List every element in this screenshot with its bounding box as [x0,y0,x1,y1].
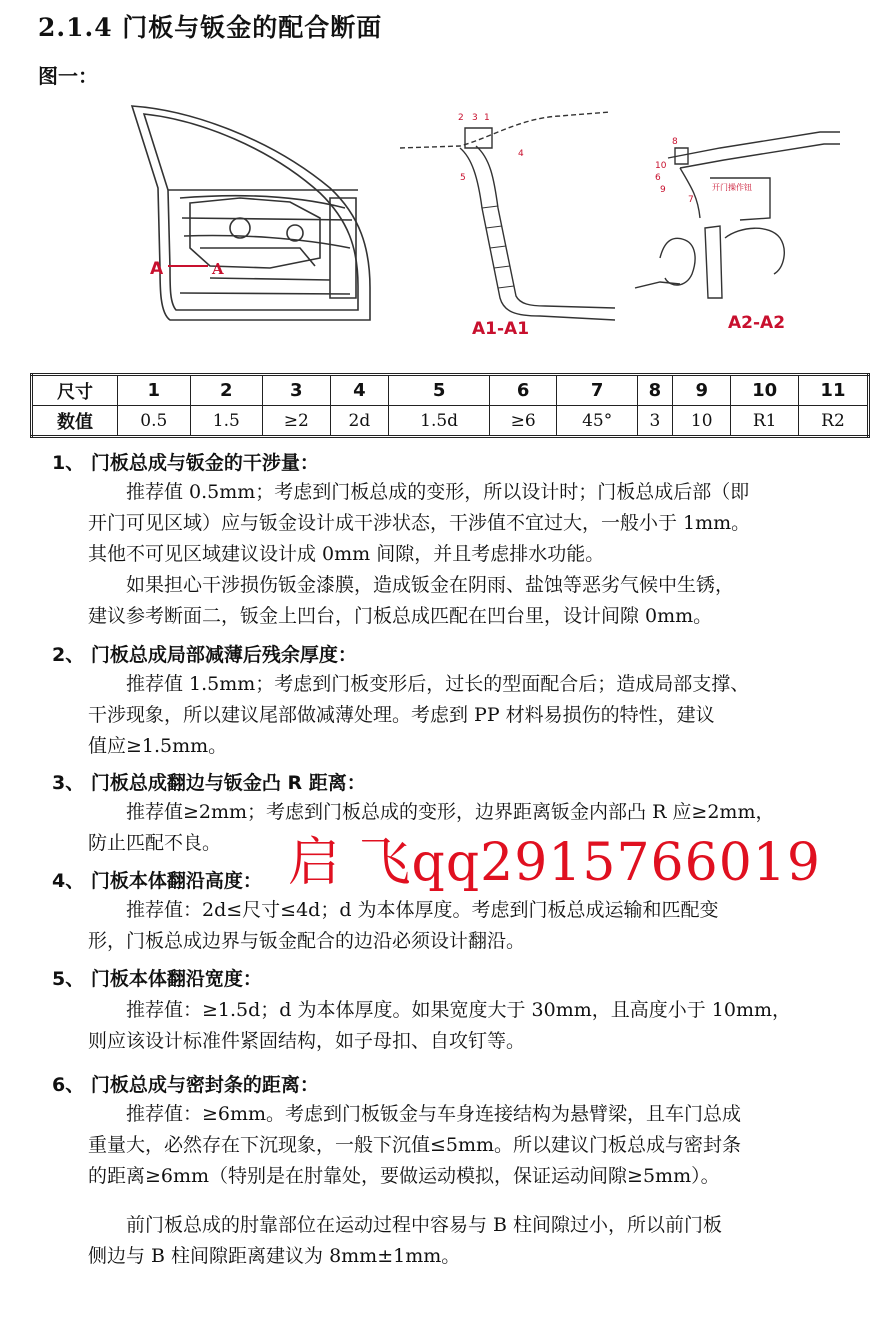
table-cell: 10 [731,375,798,406]
watermark-text: 启 飞qq2915766019 [288,833,821,893]
a1-section-drawing [400,112,615,320]
section-title-3: 3、 门板总成翻边与钣金凸 R 距离： [52,772,366,794]
dimension-table [30,373,870,438]
table-cell: 5 [389,375,490,406]
table-cell: 2 [190,375,263,406]
table-cell: 1.5d [389,406,490,437]
section-1-paragraph-2: 如果担心干涉损伤钣金漆膜，造成钣金在阴雨、盐蚀等恶劣气候中生锈， 建议参考断面二，钣金上凹台，门板总成匹配在凹台里，设计间隙 0mm。 [88,574,735,627]
a1-callout-2: 2 [458,113,464,123]
table-cell: 1 [118,375,191,406]
section-1-paragraph-1: 推荐值 0.5mm；考虑到门板总成的变形，所以设计时；门板总成后部（即 开门可见区域）应与钣金设计成干涉状态，干涉值不宜过大，一般小于 1mm。 其他不可见区域建议设计成 0mm 间隙，并且考虑排水功能。 [88,481,751,565]
table-cell: 0.5 [118,406,191,437]
section-title-2: 2、 门板总成局部减薄后残余厚度： [52,644,357,666]
table-cell: 3 [637,406,672,437]
door-marker-right: A [212,260,224,278]
table-cell: 3 [263,375,330,406]
door-marker-left: A [150,259,164,279]
caption-a2: A2-A2 [728,313,786,333]
a1-callout-3: 3 [472,113,478,123]
table-cell: 8 [637,375,672,406]
section-4-paragraph-1: 推荐值：2d≤尺寸≤4d；d 为本体厚度。考虑到门板总成运输和匹配变 形，门板总成边界与钣金配合的边沿必须设计翻沿。 [88,899,719,952]
table-row-dimensions [32,375,869,406]
table-cell: ≥6 [489,406,556,437]
a2-callout-6: 6 [655,173,661,183]
section-title-1: 1、 门板总成与钣金的干涉量： [52,452,319,474]
a2-section-drawing [635,132,840,298]
table-cell: 10 [672,406,731,437]
table-cell: 4 [330,375,389,406]
table-cell: 7 [557,375,638,406]
section-title-4: 4、 门板本体翻沿高度： [52,870,262,892]
table-header-dimension: 尺寸 [32,375,118,406]
a2-note: 开门操作钮 [712,183,752,192]
table-cell: 1.5 [190,406,263,437]
table-cell: 45° [557,406,638,437]
section-3-paragraph-1: 推荐值≥2mm；考虑到门板总成的变形，边界距离钣金内部凸 R 应≥2mm， 防止匹配不良。 [88,801,775,854]
table-cell: ≥2 [263,406,330,437]
table-cell: R2 [798,406,868,437]
caption-a1: A1-A1 [472,319,530,339]
table-cell: 11 [798,375,868,406]
a1-callout-4: 4 [518,149,524,159]
section-6-paragraph-1: 推荐值：≥6mm。考虑到门板钣金与车身连接结构为悬臂梁，且车门总成 重量大，必然存在下沉现象，一般下沉值≤5mm。所以建议门板总成与密封条 的距离≥6mm（特别是在肘靠处，要做运动模拟，保证运动间隙≥5mm）。 [88,1103,742,1187]
a2-callout-9: 9 [660,185,666,195]
section-6-paragraph-2: 前门板总成的肘靠部位在运动过程中容易与 B 柱间隙过小，所以前门板 侧边与 B 柱间隙距离建议为 8mm±1mm。 [88,1214,723,1267]
table-row-values [32,406,869,437]
table-cell: 9 [672,375,731,406]
door-drawing [132,106,370,320]
section-title-5: 5、 门板本体翻沿宽度： [52,968,262,990]
a1-callout-5: 5 [460,173,466,183]
table-header-value: 数值 [32,406,118,437]
door-section-illustration [120,98,840,348]
figure-drawings [120,98,840,348]
figure-label: 图一： [38,64,98,88]
a2-callout-10: 10 [655,161,667,171]
section-title-6: 6、 门板总成与密封条的距离： [52,1074,319,1096]
a1-callout-1: 1 [484,113,490,123]
section-5-paragraph-1: 推荐值：≥1.5d；d 为本体厚度。如果宽度大于 30mm，且高度小于 10mm， 则应该设计标准件紧固结构，如子母扣、自攻钉等。 [88,999,792,1052]
table-cell: 2d [330,406,389,437]
a2-callout-8: 8 [672,137,678,147]
section-heading: 2.1.4 门板与钣金的配合断面 [38,13,383,42]
a2-callout-7: 7 [688,195,694,205]
section-2-paragraph-1: 推荐值 1.5mm；考虑到门板变形后，过长的型面配合后；造成局部支撑、 干涉现象，所以建议尾部做减薄处理。考虑到 PP 材料易损伤的特性，建议 值应≥1.5mm。 [88,673,750,757]
table-cell: R1 [731,406,798,437]
table-cell: 6 [489,375,556,406]
